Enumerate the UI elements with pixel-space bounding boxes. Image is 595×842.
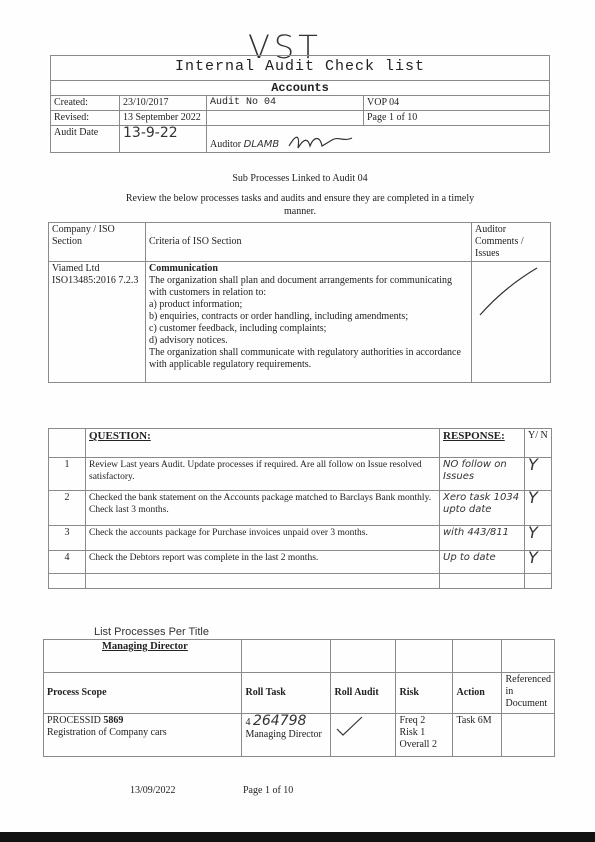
empty-cell (453, 640, 502, 673)
question-number: 3 (49, 526, 86, 551)
response-handwritten: Up to date (443, 552, 496, 563)
roll-task-role: Managing Director (245, 729, 322, 740)
company-iso-value: Viamed Ltd ISO13485:2016 7.2.3 (49, 262, 146, 383)
criteria-header: Criteria of ISO Section (146, 223, 472, 262)
check-mark-icon (334, 715, 364, 737)
criteria-body (146, 262, 472, 383)
criteria-line: The organization shall plan and document arrangements for communicating with customers in relation to: (149, 275, 453, 298)
handwritten-initials: VST (248, 28, 322, 66)
question-number: 2 (49, 491, 86, 526)
vop-code: VOP 04 (364, 96, 550, 111)
question-text: Check the accounts package for Purchase invoices unpaid over 3 months. (86, 526, 440, 551)
yn-cell (525, 488, 552, 526)
response-cell (440, 551, 525, 574)
yn-handwritten: Y (528, 488, 538, 507)
response-handwritten: Xero task 1034 upto date (443, 492, 520, 515)
action-cell: Task 6M (453, 714, 502, 757)
audit-number: Audit No 04 (207, 96, 364, 111)
criteria-line: c) customer feedback, including complaints; (149, 323, 327, 334)
auditor-name: DLAMB (243, 139, 280, 150)
yn-handwritten: Y (528, 548, 538, 567)
criteria-line: The organization shall communicate with regulatory authorities in accordance with applicable regulatory requirements. (149, 347, 461, 370)
roll-task-header: Roll Task (242, 673, 331, 714)
empty-cell (525, 574, 552, 589)
revised-label: Revised: (51, 111, 120, 126)
response-handwritten: with 443/811 (443, 527, 509, 538)
roll-task-number: 4 (245, 717, 251, 728)
process-scope-header: Process Scope (44, 673, 242, 714)
page-number: Page 1 of 10 (364, 111, 550, 126)
created-value: 23/10/2017 (120, 96, 207, 111)
diagonal-mark (475, 263, 541, 323)
empty-cell (331, 640, 396, 673)
yn-cell (525, 455, 552, 491)
response-cell (440, 526, 525, 551)
process-id: 5869 (103, 715, 124, 726)
page-title: Internal Audit Check list (51, 56, 550, 81)
empty-cell (396, 640, 453, 673)
risk-cell (396, 714, 453, 757)
risk-freq: Freq 2 (399, 715, 426, 726)
referenced-header: Referenced in Document (502, 673, 555, 714)
processes-heading: List Processes Per Title (94, 626, 209, 638)
roll-audit-cell (331, 714, 396, 757)
criteria-line: a) product information; (149, 299, 243, 310)
question-text: Check the Debtors report was complete in the last 2 months. (86, 551, 440, 574)
auditor-comment-cell (472, 262, 551, 383)
question-header: QUESTION: (86, 429, 440, 458)
footer-page: Page 1 of 10 (243, 785, 294, 796)
response-header: RESPONSE: (440, 429, 525, 458)
empty-cell (502, 640, 555, 673)
risk-overall: Overall 2 (399, 739, 437, 750)
audit-date-value (120, 126, 207, 153)
yn-header: Y/ N (525, 429, 552, 458)
question-text: Checked the bank statement on the Accounts package matched to Barclays Bank monthly. Check last 3 months. (86, 491, 440, 526)
question-text: Review Last years Audit. Update processes if required. Are all follow on Issue resolved satisfactory. (86, 458, 440, 491)
criteria-line: d) advisory notices. (149, 335, 228, 346)
risk-header: Risk (396, 673, 453, 714)
auditor-signature (286, 132, 356, 152)
auditor-cell (207, 126, 550, 153)
yn-handwritten: Y (528, 455, 538, 474)
footer-date: 13/09/2022 (130, 785, 176, 796)
question-number: 1 (49, 458, 86, 491)
referenced-cell (502, 714, 555, 757)
criteria-line: b) enquiries, contracts or order handling, including amendments; (149, 311, 409, 322)
iso-table (48, 222, 551, 383)
roll-task-cell (242, 714, 331, 757)
response-handwritten: NO follow on Issues (443, 459, 507, 482)
created-label: Created: (51, 96, 120, 111)
empty-cell (86, 574, 440, 589)
audit-date-handwritten: 13-9-22 (123, 125, 178, 141)
process-id-label: PROCESSID (47, 715, 101, 726)
processes-table (43, 639, 555, 757)
auditor-label: Auditor (210, 139, 242, 150)
yn-cell (525, 523, 552, 551)
yn-cell (525, 548, 552, 574)
empty-cell (242, 640, 331, 673)
process-scope-cell (44, 714, 242, 757)
sub-processes-line: Sub Processes Linked to Audit 04 (232, 173, 368, 184)
risk-risk: Risk 1 (399, 727, 426, 738)
action-header: Action (453, 673, 502, 714)
criteria-title: Communication (149, 263, 218, 274)
empty-cell (207, 111, 364, 126)
empty-cell (440, 574, 525, 589)
revised-value: 13 September 2022 (120, 111, 207, 126)
role-title: Managing Director (44, 640, 242, 673)
scan-edge (0, 832, 595, 842)
yn-handwritten: Y (528, 523, 538, 542)
company-iso-header: Company / ISO Section (49, 223, 146, 262)
header-table (50, 55, 550, 153)
audit-date-label: Audit Date (51, 126, 120, 153)
process-scope-text: Registration of Company cars (47, 727, 167, 738)
question-number: 4 (49, 551, 86, 574)
auditor-comments-header: Auditor Comments / Issues (472, 223, 551, 262)
questions-table (48, 428, 552, 589)
department-title: Accounts (51, 81, 550, 96)
empty-cell (49, 574, 86, 589)
roll-task-handwritten: 264798 (252, 713, 307, 729)
response-cell (440, 491, 525, 526)
roll-audit-header: Roll Audit (331, 673, 396, 714)
number-header (49, 429, 86, 458)
review-instruction: Review the below processes tasks and audits and ensure they are completed in a timely manner. (125, 193, 475, 217)
response-cell (440, 458, 525, 491)
